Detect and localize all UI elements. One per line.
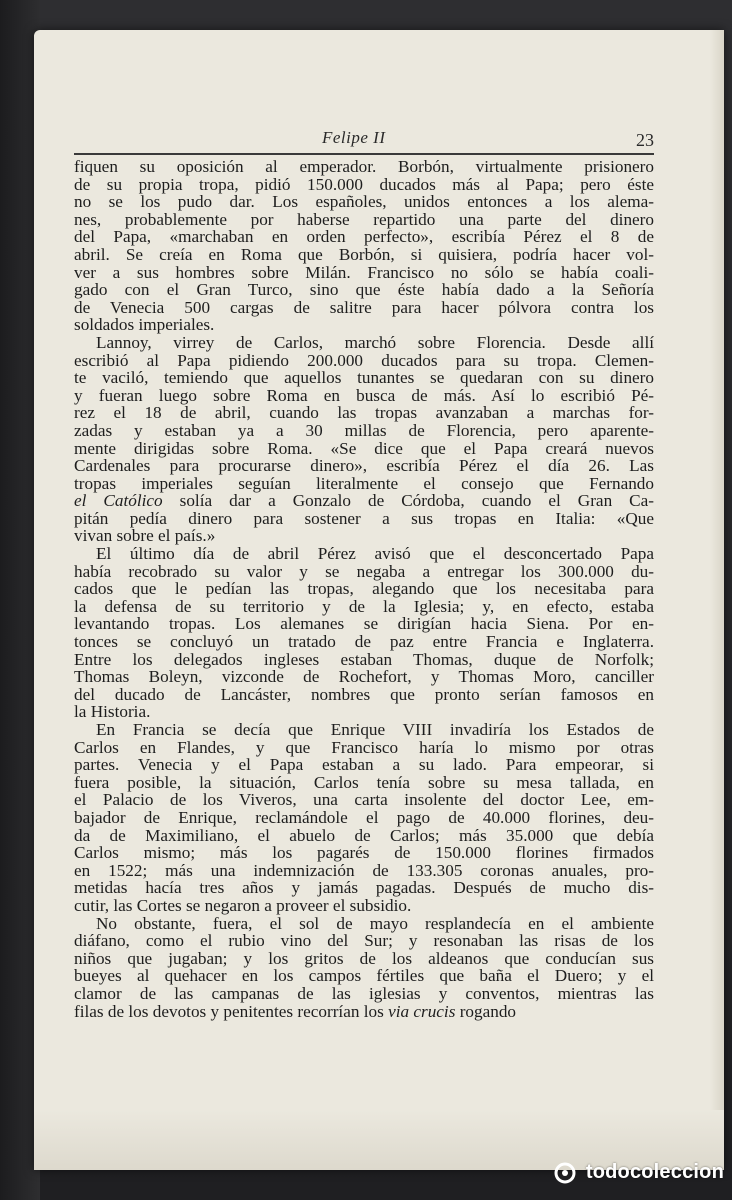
header-rule [74, 153, 654, 155]
text-line: mente dirigidas sobre Roma. «Se dice que el Papa creará nuevos [74, 438, 654, 458]
page-header [74, 126, 654, 150]
paragraph [74, 721, 654, 915]
text-line: clamor de las campanas de las iglesias y conventos, mientras las [74, 983, 654, 1003]
text-line: cutir, las Cortes se negaron a proveer el subsidio. [74, 895, 412, 915]
text-line: gado con el Gran Turco, sino que éste había dado a la Señoría [74, 280, 654, 300]
text-line: abril. Se creía en Roma que Borbón, si quisiera, podría hacer vol- [74, 244, 654, 264]
text-line: Entre los delegados ingleses estaban Thomas, duque de Norfolk; [74, 649, 654, 669]
text-line: partes. Venecia y el Papa estaban a su lado. Para empeorar, si [74, 755, 654, 775]
text-line: nes, probablemente por haberse repartido una parte del dinero [74, 209, 654, 229]
page-number: 23 [636, 130, 654, 150]
text-line: da de Maximiliano, el abuelo de Carlos; más 35.000 que debía [74, 825, 654, 845]
text-line: pitán pedía dinero para sostener a sus tropas en Italia: «Que [74, 508, 654, 528]
text-line: vivan sobre el país.» [74, 526, 216, 546]
text-line: había recobrado su valor y se negaba a entregar los 300.000 du- [74, 561, 654, 581]
text-line: del ducado de Lancáster, nombres que pronto serían famosos en [74, 684, 654, 704]
text-line: el Católico solía dar a Gonzalo de Córdoba, cuando el Gran Ca- [74, 491, 654, 511]
text-line: el Palacio de los Viveros, una carta insolente del doctor Lee, em- [74, 790, 654, 810]
paragraph [74, 915, 654, 1021]
text-line: te vaciló, temiendo que aquellos tunantes se quedaran con su dinero [74, 368, 654, 388]
text-line: rez el 18 de abril, cuando las tropas avanzaban a marchas for- [74, 403, 654, 423]
text-line: filas de los devotos y penitentes recorrían los via crucis rogando [74, 1001, 517, 1021]
text-line: del Papa, «marchaban en orden perfecto», escribía Pérez el 8 de [74, 227, 654, 247]
text-line: fiquen su oposición al emperador. Borbón, virtualmente prisionero [74, 157, 654, 176]
text-line: Lannoy, virrey de Carlos, marchó sobre Florencia. Desde allí [96, 332, 654, 352]
text-line: Thomas Boleyn, vizconde de Rochefort, y Thomas Moro, canciller [74, 667, 654, 687]
text-line: diáfano, como el rubio vino del Sur; y resonaban las risas de los [74, 931, 654, 951]
book-page [34, 30, 724, 1170]
paragraph [74, 545, 654, 721]
page-edge-right [710, 30, 724, 1170]
text-line: tonces se concluyó un tratado de paz entre Francia e Inglaterra. [74, 632, 654, 652]
text-line: y fueran luego sobre Roma en busca de más. Así lo escribió Pé- [74, 385, 654, 405]
text-line: levantando tropas. Los alemanes se dirigían hacia Siena. Por en- [74, 614, 654, 634]
text-line: No obstante, fuera, el sol de mayo resplandecía en el ambiente [96, 913, 654, 933]
text-line: de su propia tropa, pidió 150.000 ducados más al Papa; pero éste [74, 174, 654, 194]
text-line: tropas imperiales seguían literalmente el consejo que Fernando [74, 473, 654, 493]
text-line: En Francia se decía que Enrique VIII invadiría los Estados de [96, 720, 654, 739]
text-line: niños que jugaban; y los gritos de los aldeanos que conducían sus [74, 948, 654, 968]
text-line: no se los pudo dar. Los españoles, unidos entonces a los alema- [74, 192, 654, 212]
running-title: Felipe II [322, 128, 386, 147]
text-line: Cardenales para procurarse dinero», escribía Pérez el día 26. Las [74, 456, 654, 476]
text-line: cados que le pedían las tropas, alegando que los necesitaba para [74, 579, 654, 599]
text-line: la Historia. [74, 702, 151, 722]
text-line: ver a sus hombres sobre Milán. Francisco no sólo se había coali- [74, 262, 654, 282]
paragraph [74, 158, 654, 334]
watermark [554, 1161, 724, 1184]
text-line: escribió al Papa pidiendo 200.000 ducados para su tropa. Clemen- [74, 350, 654, 370]
text-line: la defensa de su territorio y de la Iglesia; y, en efecto, estaba [74, 596, 654, 616]
text-line: El último día de abril Pérez avisó que el desconcertado Papa [96, 544, 654, 564]
brand-logo-icon [554, 1162, 576, 1184]
text-line: soldados imperiales. [74, 315, 215, 335]
text-line: metidas hacía tres años y jamás pagadas. Después de mucho dis- [74, 878, 654, 898]
text-line: de Venecia 500 cargas de salitre para hacer pólvora contra los [74, 297, 654, 317]
text-line: bueyes al quehacer en los campos fértiles que baña el Duero; y el [74, 966, 654, 986]
text-line: zadas y estaban ya a 30 millas de Florencia, pero aparente- [74, 420, 654, 440]
text-line: bajador de Enrique, reclamándole el pago de 40.000 florines, deu- [74, 807, 654, 827]
text-line: Carlos mismo; más los pagarés de 150.000 florines firmados [74, 843, 654, 863]
paragraph [74, 334, 654, 545]
watermark-text: todocoleccion [585, 1161, 724, 1183]
text-line: en 1522; más una indemnización de 133.305 coronas anuales, pro- [74, 860, 654, 880]
text-line: fuera posible, la situación, Carlos tenía sobre su mesa tallada, en [74, 772, 654, 792]
body-text [74, 158, 654, 1020]
text-line: Carlos en Flandes, y que Francisco haría lo mismo por otras [74, 737, 654, 757]
